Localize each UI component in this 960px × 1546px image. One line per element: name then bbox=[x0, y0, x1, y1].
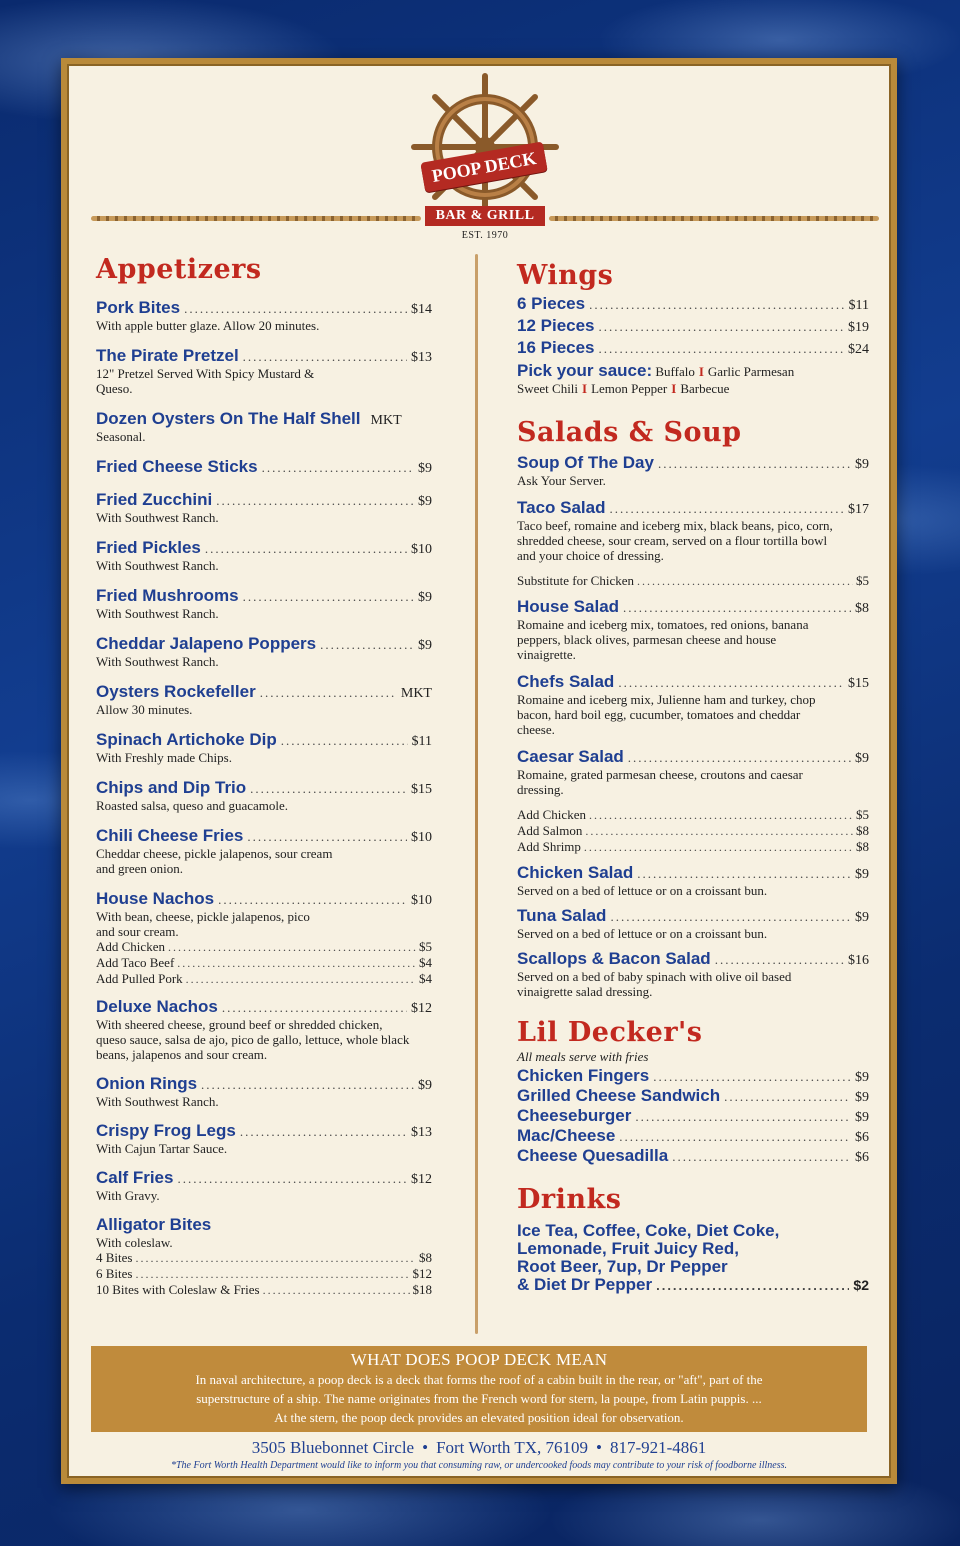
item-name: Taco Salad bbox=[517, 498, 606, 517]
item-name: Deluxe Nachos bbox=[96, 997, 218, 1016]
addon-price: $8 bbox=[856, 823, 869, 838]
addon-row bbox=[96, 939, 432, 955]
item-desc: With bean, cheese, pickle jalapenos, pico and sour cream. bbox=[96, 909, 310, 939]
menu-item bbox=[517, 1146, 869, 1166]
item-name: Fried Cheese Sticks bbox=[96, 457, 258, 476]
item-desc: Served on a bed of lettuce or on a croissant bun. bbox=[517, 926, 768, 941]
item-name: The Pirate Pretzel bbox=[96, 346, 239, 365]
item-desc: Cheddar cheese, pickle jalapenos, sour cream and green onion. bbox=[96, 846, 333, 876]
addon-price: $4 bbox=[419, 955, 432, 970]
item-price: $9 bbox=[418, 461, 432, 476]
drinks-line: Root Beer, 7up, Dr Pepper bbox=[517, 1257, 728, 1276]
menu-item bbox=[517, 338, 869, 358]
addon-name: Add Shrimp bbox=[517, 839, 581, 854]
item-price: $19 bbox=[848, 320, 869, 335]
footer-title: WHAT DOES POOP DECK MEAN bbox=[350, 1350, 608, 1369]
addon-row bbox=[517, 807, 869, 823]
item-name: Grilled Cheese Sandwich bbox=[517, 1086, 721, 1105]
addon-price: $8 bbox=[419, 1250, 432, 1265]
addon-name: 6 Bites bbox=[96, 1266, 133, 1281]
kids-note: All meals serve with fries bbox=[517, 1049, 649, 1064]
footer-line: In naval architecture, a poop deck is a deck that forms the roof of a cabin built in the rear, or "aft", part of the bbox=[195, 1372, 763, 1387]
item-desc: Roasted salsa, queso and guacamole. bbox=[96, 798, 289, 813]
item-price: $9 bbox=[418, 494, 432, 509]
item-price: $14 bbox=[411, 302, 432, 317]
item-name: House Nachos bbox=[96, 889, 215, 908]
drinks-list bbox=[517, 1222, 869, 1295]
addon-name: Add Salmon bbox=[517, 823, 583, 838]
item-desc: Ask Your Server. bbox=[517, 473, 606, 488]
item-desc: With coleslaw. bbox=[96, 1235, 173, 1250]
item-name: Scallops & Bacon Salad bbox=[517, 949, 711, 968]
footer-line: superstructure of a ship. The name originates from the French word for stern, la poupe, from Latin puppis. ... bbox=[196, 1391, 762, 1406]
item-price: $6 bbox=[855, 1130, 869, 1145]
menu-item bbox=[517, 1066, 869, 1086]
item-price: MKT bbox=[370, 413, 402, 428]
menu-item bbox=[96, 346, 432, 396]
item-desc: Romaine, grated parmesan cheese, croutons and caesar dressing. bbox=[517, 767, 803, 797]
street-address: 3505 Bluebonnet Circle bbox=[251, 1438, 415, 1457]
item-price: $15 bbox=[411, 782, 432, 797]
menu-item bbox=[96, 457, 432, 477]
sauce-lead: Pick your sauce: bbox=[517, 361, 653, 380]
menu-sheet bbox=[61, 58, 897, 1484]
right-column bbox=[517, 260, 869, 1295]
addon-row bbox=[96, 1266, 432, 1282]
sauce-option: Buffalo bbox=[655, 364, 695, 379]
addon-row bbox=[96, 1250, 432, 1266]
item-price: $17 bbox=[848, 502, 869, 517]
item-name: 16 Pieces bbox=[517, 338, 595, 357]
addon-row bbox=[96, 971, 432, 987]
menu-item bbox=[517, 906, 869, 941]
appetizers-section bbox=[96, 254, 432, 1298]
item-name: Crispy Frog Legs bbox=[96, 1121, 236, 1140]
rope-right bbox=[549, 216, 879, 221]
menu-item bbox=[96, 826, 432, 876]
menu-item bbox=[96, 997, 432, 1062]
sauce-option: Lemon Pepper bbox=[591, 381, 668, 396]
item-name: Caesar Salad bbox=[517, 747, 624, 766]
menu-item bbox=[517, 863, 869, 898]
menu-item bbox=[96, 586, 432, 621]
addon-price: $18 bbox=[412, 1282, 432, 1297]
item-desc: With Gravy. bbox=[96, 1188, 160, 1203]
item-price: $9 bbox=[855, 457, 869, 472]
menu-item bbox=[517, 498, 869, 563]
addon-name: Add Pulled Pork bbox=[96, 971, 183, 986]
logo bbox=[67, 64, 903, 244]
drinks-line: Ice Tea, Coffee, Coke, Diet Coke, bbox=[517, 1221, 780, 1240]
poop-deck-meaning bbox=[91, 1346, 867, 1432]
menu-item bbox=[96, 889, 432, 987]
item-name: Dozen Oysters On The Half Shell bbox=[96, 409, 361, 428]
addon-price: $4 bbox=[419, 971, 432, 986]
item-desc: Seasonal. bbox=[96, 429, 146, 444]
menu-item bbox=[96, 778, 432, 813]
item-name: 6 Pieces bbox=[517, 294, 586, 313]
item-name: Chili Cheese Fries bbox=[96, 826, 244, 845]
item-price: $9 bbox=[855, 910, 869, 925]
sauce-option: Garlic Parmesan bbox=[707, 364, 795, 379]
addon-row bbox=[517, 823, 869, 839]
item-desc: With Southwest Ranch. bbox=[96, 510, 219, 525]
item-desc: With Southwest Ranch. bbox=[96, 606, 219, 621]
menu-item bbox=[96, 409, 432, 444]
item-desc: With Freshly made Chips. bbox=[96, 750, 232, 765]
health-disclaimer: *The Fort Worth Health Department would like to inform you that consuming raw, or undercooked foods may contribute to your risk of foodborne illness. bbox=[171, 1460, 787, 1471]
item-price: $11 bbox=[411, 734, 432, 749]
menu-item bbox=[517, 597, 869, 662]
item-desc: With Southwest Ranch. bbox=[96, 558, 219, 573]
item-desc: With Cajun Tartar Sauce. bbox=[96, 1141, 228, 1156]
phone-number: 817-921-4861 bbox=[609, 1438, 707, 1457]
item-desc: Served on a bed of baby spinach with olive oil based vinaigrette salad dressing. bbox=[517, 969, 792, 999]
item-price: $13 bbox=[411, 350, 432, 365]
addon-price: $8 bbox=[856, 839, 869, 854]
menu-item bbox=[517, 453, 869, 488]
menu-item bbox=[517, 316, 869, 336]
menu-item bbox=[96, 1215, 432, 1298]
section-title-drinks: Drinks bbox=[517, 1184, 622, 1215]
section-title-appetizers: Appetizers bbox=[96, 254, 262, 285]
menu-item bbox=[96, 1074, 432, 1109]
addon-price: $5 bbox=[856, 807, 869, 822]
item-price: $9 bbox=[855, 1110, 869, 1125]
menu-item bbox=[517, 672, 869, 737]
addon-price: $5 bbox=[856, 573, 869, 588]
item-price: $9 bbox=[418, 590, 432, 605]
item-price: $24 bbox=[848, 342, 869, 357]
menu-item bbox=[96, 1168, 432, 1203]
menu-item bbox=[517, 1106, 869, 1126]
brand-name: POOP DECK bbox=[420, 141, 547, 192]
menu-item bbox=[517, 1086, 869, 1106]
addon-name: Substitute for Chicken bbox=[517, 573, 634, 588]
item-name: Spinach Artichoke Dip bbox=[96, 730, 277, 749]
city: Fort Worth TX, 76109 bbox=[436, 1438, 589, 1457]
menu-item bbox=[96, 298, 432, 333]
item-name: Tuna Salad bbox=[517, 906, 607, 925]
addon-row bbox=[96, 955, 432, 971]
item-name: Cheese Quesadilla bbox=[517, 1146, 669, 1165]
item-price: $9 bbox=[418, 638, 432, 653]
item-name: Calf Fries bbox=[96, 1168, 174, 1187]
item-price: $10 bbox=[411, 542, 432, 557]
item-desc: With apple butter glaze. Allow 20 minutes. bbox=[96, 318, 320, 333]
item-price: $10 bbox=[411, 893, 432, 908]
substitute-row bbox=[517, 573, 869, 589]
drinks-price: $2 bbox=[853, 1277, 869, 1293]
rope-left bbox=[91, 216, 421, 221]
menu-item bbox=[96, 682, 432, 717]
drinks-line: & Diet Dr Pepper bbox=[517, 1275, 653, 1294]
item-desc: Served on a bed of lettuce or on a croissant bun. bbox=[517, 883, 768, 898]
item-desc: Taco beef, romaine and iceberg mix, black beans, pico, corn, shredded cheese, sour cream, served on a flour tortilla bowl and your choice of dressing. bbox=[517, 518, 833, 563]
item-name: Chefs Salad bbox=[517, 672, 615, 691]
item-name: Chips and Dip Trio bbox=[96, 778, 247, 797]
item-price: $12 bbox=[411, 1001, 432, 1016]
addon-name: 10 Bites with Coleslaw & Fries bbox=[96, 1282, 260, 1297]
established-year: EST. 1970 bbox=[461, 230, 509, 241]
item-desc: Romaine and iceberg mix, Julienne ham and turkey, chop bacon, hard boil egg, cucumber, tomatoes and cheddar cheese. bbox=[517, 692, 816, 737]
item-price: $13 bbox=[411, 1125, 432, 1140]
item-price: $9 bbox=[855, 751, 869, 766]
addon-name: Add Taco Beef bbox=[96, 955, 175, 970]
menu-item bbox=[96, 730, 432, 765]
section-title-kids: Lil Decker's bbox=[517, 1017, 703, 1048]
menu-item bbox=[517, 1126, 869, 1146]
item-name: Pork Bites bbox=[96, 298, 181, 317]
item-name: Soup Of The Day bbox=[517, 453, 654, 472]
item-desc: Allow 30 minutes. bbox=[96, 702, 193, 717]
item-name: House Salad bbox=[517, 597, 620, 616]
sauce-option: Sweet Chili bbox=[517, 381, 579, 396]
item-name: Fried Pickles bbox=[96, 538, 201, 557]
item-price: $16 bbox=[848, 953, 869, 968]
item-name: Cheddar Jalapeno Poppers bbox=[96, 634, 317, 653]
item-price: MKT bbox=[400, 686, 432, 701]
menu-item bbox=[517, 747, 869, 797]
item-name: Cheeseburger bbox=[517, 1106, 632, 1125]
menu-item bbox=[96, 1121, 432, 1156]
item-desc: 12" Pretzel Served With Spicy Mustard & Queso. bbox=[96, 366, 315, 396]
sauce-options: Pick your sauce: Buffalo I Garlic Parmesan Sweet Chili I Lemon Pepper I Barbecue bbox=[517, 361, 795, 396]
brand-sub: BAR & GRILL bbox=[425, 206, 545, 226]
item-name: Chicken Salad bbox=[517, 863, 634, 882]
item-price: $11 bbox=[848, 298, 869, 313]
section-title-salads: Salads & Soup bbox=[517, 417, 742, 448]
item-desc: Romaine and iceberg mix, tomatoes, red onions, banana peppers, black olives, parmesan cheese and house vinaigrette. bbox=[517, 617, 809, 662]
item-name: Chicken Fingers bbox=[517, 1066, 650, 1085]
item-price: $10 bbox=[411, 830, 432, 845]
item-name: Fried Mushrooms bbox=[96, 586, 239, 605]
item-price: $9 bbox=[418, 1078, 432, 1093]
item-desc: With Southwest Ranch. bbox=[96, 1094, 219, 1109]
addon-row bbox=[96, 1282, 432, 1298]
item-desc: With sheered cheese, ground beef or shredded chicken, queso sauce, salsa de ajo, pico de gallo, lettuce, whole black beans, jalapenos and sour cream. bbox=[96, 1017, 410, 1062]
item-name: Mac/Cheese bbox=[517, 1126, 616, 1145]
sauce-option: Barbecue bbox=[680, 381, 730, 396]
addon-name: Add Chicken bbox=[96, 939, 165, 954]
addon-name: 4 Bites bbox=[96, 1250, 133, 1265]
item-price: $12 bbox=[411, 1172, 432, 1187]
footer-line: At the stern, the poop deck provides an elevated position ideal for observation. bbox=[274, 1410, 684, 1425]
item-price: $9 bbox=[855, 867, 869, 882]
item-desc: With Southwest Ranch. bbox=[96, 654, 219, 669]
item-name: Onion Rings bbox=[96, 1074, 198, 1093]
addon-price: $12 bbox=[412, 1266, 432, 1281]
item-price: $9 bbox=[855, 1090, 869, 1105]
item-name: 12 Pieces bbox=[517, 316, 595, 335]
menu-item bbox=[517, 949, 869, 999]
menu-item bbox=[96, 538, 432, 573]
address-line: 3505 Bluebonnet Circle • Fort Worth TX, 76109 • 817-921-4861 bbox=[251, 1438, 707, 1457]
item-name: Fried Zucchini bbox=[96, 490, 213, 509]
section-title-wings: Wings bbox=[517, 260, 614, 291]
addon-name: Add Chicken bbox=[517, 807, 586, 822]
column-divider bbox=[475, 254, 478, 1334]
menu-item bbox=[96, 490, 432, 525]
addon-price: $5 bbox=[419, 939, 432, 954]
addon-row bbox=[517, 839, 869, 855]
item-price: $15 bbox=[848, 676, 869, 691]
item-name: Oysters Rockefeller bbox=[96, 682, 256, 701]
menu-item bbox=[96, 634, 432, 669]
item-price: $9 bbox=[855, 1070, 869, 1085]
item-name: Alligator Bites bbox=[96, 1215, 212, 1234]
menu-item bbox=[517, 294, 869, 314]
item-price: $8 bbox=[855, 601, 869, 616]
item-price: $6 bbox=[855, 1150, 869, 1165]
drinks-line: Lemonade, Fruit Juicy Red, bbox=[517, 1239, 739, 1258]
